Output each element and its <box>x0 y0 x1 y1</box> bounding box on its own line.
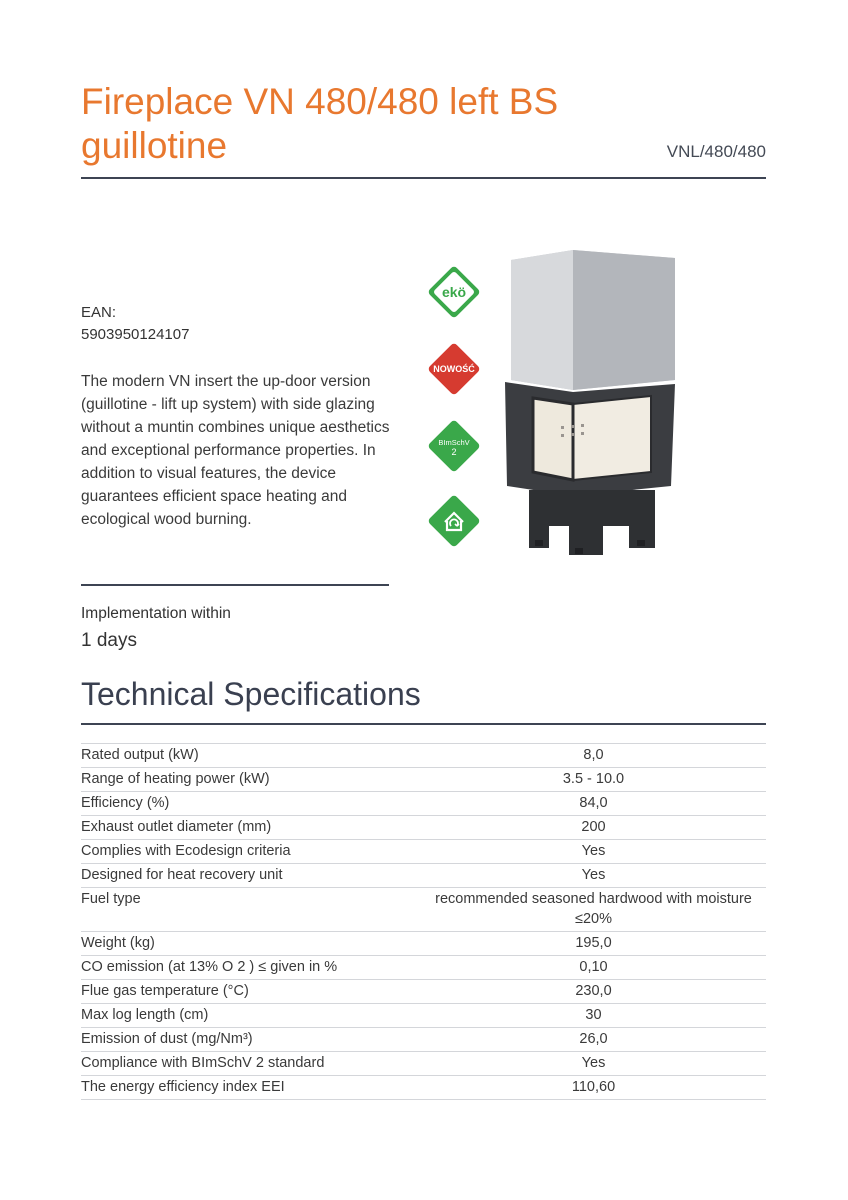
spec-value: 30 <box>421 1004 766 1028</box>
bimschv-text: BImSchV <box>438 438 470 447</box>
spec-label: Fuel type <box>81 888 421 932</box>
new-badge-icon <box>424 339 484 399</box>
spec-label: Max log length (cm) <box>81 1004 421 1028</box>
spec-value: 195,0 <box>421 932 766 956</box>
spec-value: 26,0 <box>421 1028 766 1052</box>
section-divider <box>81 584 389 586</box>
eko-leaf-icon <box>424 262 484 322</box>
eko-text: ekö <box>441 284 467 300</box>
spec-value: 3.5 - 10.0 <box>421 768 766 792</box>
spec-value: 84,0 <box>421 792 766 816</box>
spec-value: Yes <box>421 864 766 888</box>
spec-value: 0,10 <box>421 956 766 980</box>
table-row <box>81 792 766 816</box>
spec-label: Designed for heat recovery unit <box>81 864 421 888</box>
spec-value: 8,0 <box>421 744 766 768</box>
spec-label: Emission of dust (mg/Nm³) <box>81 1028 421 1052</box>
spec-label: Exhaust outlet diameter (mm) <box>81 816 421 840</box>
spec-label: Efficiency (%) <box>81 792 421 816</box>
spec-label: Flue gas temperature (°C) <box>81 980 421 1004</box>
spec-value: 230,0 <box>421 980 766 1004</box>
spec-value: recommended seasoned hardwood with moisture ≤20% <box>421 888 766 932</box>
header-divider <box>81 177 766 179</box>
table-row <box>81 768 766 792</box>
table-row <box>81 980 766 1004</box>
spec-label: Range of heating power (kW) <box>81 768 421 792</box>
implementation-value: 1 days <box>81 630 137 651</box>
recycle-house-icon <box>424 491 484 551</box>
table-row <box>81 1052 766 1076</box>
spec-value: 110,60 <box>421 1076 766 1100</box>
spec-value: 200 <box>421 816 766 840</box>
bimschv-icon <box>424 416 484 476</box>
table-row <box>81 932 766 956</box>
table-row <box>81 1004 766 1028</box>
specs-table <box>81 743 766 1100</box>
table-row <box>81 816 766 840</box>
spec-label: The energy efficiency index EEI <box>81 1076 421 1100</box>
product-code: VNL/480/480 <box>666 142 766 161</box>
fireplace-product-image <box>505 250 685 560</box>
spec-label: Weight (kg) <box>81 932 421 956</box>
table-row <box>81 744 766 768</box>
specs-divider <box>81 723 766 725</box>
ean-label: EAN: <box>81 304 117 321</box>
spec-label: Rated output (kW) <box>81 744 421 768</box>
bimschv-number: 2 <box>451 447 457 457</box>
spec-value: Yes <box>421 1052 766 1076</box>
table-row <box>81 956 766 980</box>
product-description: The modern VN insert the up-door version (guillotine - lift up system) with side glazing without a muntin combines unique aesthetics and exceptional performance properties. In addition to visual features, the device guarantees efficient space heating and ecological wood burning. <box>81 373 390 528</box>
spec-label: Compliance with BImSchV 2 standard <box>81 1052 421 1076</box>
new-badge-text: NOWOŚĆ <box>433 364 475 374</box>
table-row <box>81 1028 766 1052</box>
table-row <box>81 840 766 864</box>
page-title: Fireplace VN 480/480 left BS guillotine <box>81 81 559 166</box>
specs-title: Technical Specifications <box>81 676 421 712</box>
spec-label: CO emission (at 13% O 2 ) ≤ given in % <box>81 956 421 980</box>
ean-value: 5903950124107 <box>81 326 190 343</box>
table-row <box>81 864 766 888</box>
spec-value: Yes <box>421 840 766 864</box>
implementation-label: Implementation within <box>81 605 231 622</box>
spec-label: Complies with Ecodesign criteria <box>81 840 421 864</box>
table-row <box>81 1076 766 1100</box>
table-row <box>81 888 766 932</box>
